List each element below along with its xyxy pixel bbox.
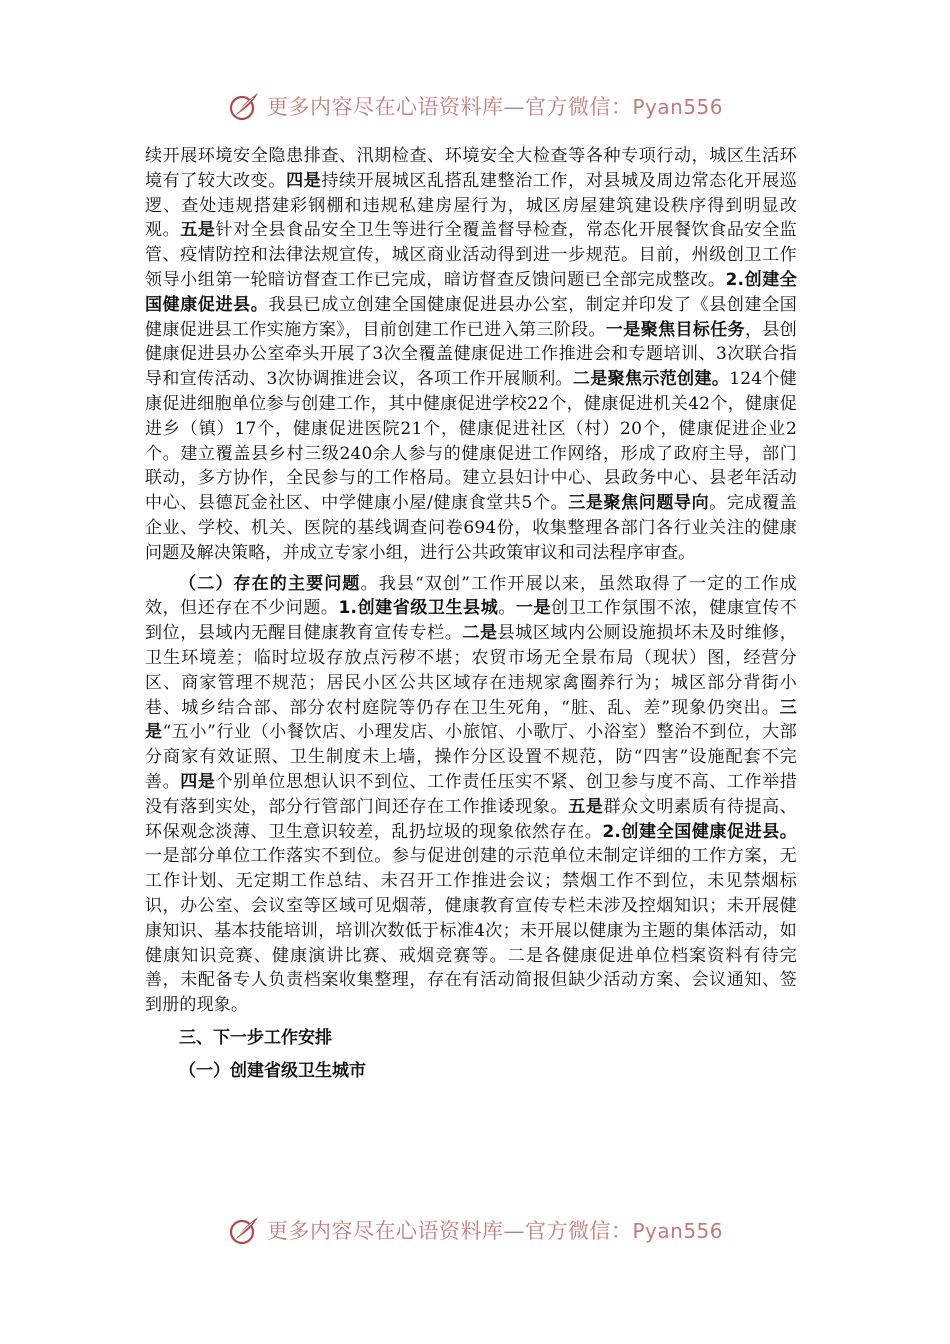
bold-run: 五是 — [180, 220, 216, 241]
bold-run: （二）存在的主要问题 — [179, 573, 361, 594]
text-run: 个别单位思想认识不到位、工作责任压实不紧、创卫参与度不高、工作举措没有落到实处，部分行管部门间还存在工作推诿现象。 — [145, 771, 797, 817]
subsection-heading: （一）创建省级卫生城市 — [179, 1060, 366, 1081]
banner-text: 更多内容尽在心语资料库—官方微信：Pyan556 — [266, 1219, 723, 1243]
text-run: 创卫工作氛围不浓，健康宣传不到位，县域内无醒目健康教育宣传专栏。 — [145, 598, 797, 644]
text-run: 。我县“双创”工作开展以来，虽然取得了一定的工作成效，但还存在不少问题。 — [145, 573, 797, 619]
bold-run: 1.创建省级卫生县城 — [338, 598, 499, 619]
wechat-id: Pyan556 — [632, 1219, 723, 1243]
text-run: 124个健康促进细胞单位参与创建工作，其中健康促进学校22个，健康促进机关42个，健康促进乡（镇）17个，健康促进医院21个，健康促进社区（村）20个，健康促进企业2个。建立覆盖县乡村三级240余人参与的健康促进工作网络，形成了政府主导，部门联动，多方协作，全民参与的工作格局。建立县妇计中心、县政务中心、县老年活动中心、县德瓦金社区、中学健康小屋/健康食堂共5个。 — [145, 369, 797, 514]
bold-run: 三是聚焦问题导向 — [568, 493, 710, 514]
paragraph-problems — [145, 572, 797, 1018]
bold-run: 2.创建全国健康促进县。 — [145, 269, 797, 315]
feather-logo-icon — [227, 89, 261, 123]
banner-text: 更多内容尽在心语资料库—官方微信：Pyan556 — [266, 95, 723, 119]
text-run: 一是部分单位工作落实不到位。参与促进创建的示范单位未制定详细的工作方案，无工作计划、无定期工作总结、未召开工作推进会议；禁烟工作不到位，未见禁烟标识，办公室、会议室等区域可见烟蒂，健康教育宣传专栏未涉及控烟知识；未开展健康知识、基本技能培训，培训次数低于标准4次；未开展以健康为主题的集体活动，如健康知识竞赛、健康演讲比赛、戒烟竞赛等。二是各健康促进单位档案资料有待完善，未配备专人负责档案收集整理，存在有活动简报但缺少活动方案、会议通知、签到册的现象。 — [145, 846, 797, 1016]
document-body — [145, 144, 797, 1083]
text-run: 持续开展城区乱搭乱建整治工作，对县城及周边常态化开展巡逻、查处违规搭建彩钢棚和违规私建房屋行为，城区房屋建筑建设秩序得到明显改观。 — [145, 170, 797, 241]
header-banner — [0, 86, 950, 126]
text-run: 针对全县食品安全卫生等进行全覆盖督导检查，常态化开展餐饮食品安全监管、疫情防控和法律法规宣传，城区商业活动得到进一步规范。目前，州级创卫工作领导小组第一轮暗访督查工作已完成，暗访督查反馈问题已全部完成整改。 — [145, 220, 797, 290]
text-run: 我县已成立创建全国健康促进县办公室，制定并印发了《县创建全国健康促进县工作实施方案》，目前创建工作已进入第三阶段。 — [145, 294, 797, 340]
text-run: 县城区域内公厕设施损坏未及时维修，卫生环境差；临时垃圾存放点污秽不堪；农贸市场无全景布局（现状）图，经营分区、商家管理不规范；居民小区公共区域存在违规家禽圈养行为；城区部分背街小巷、城乡结合部、部分农村庭院等仍存在卫生死角，“脏、乱、差”现象仍突出。 — [145, 623, 797, 718]
bold-run: 四是 — [286, 170, 322, 191]
footer-banner — [0, 1210, 950, 1250]
bold-run: 二是 — [462, 623, 498, 644]
feather-logo-icon — [227, 1213, 261, 1247]
bold-run: 四是 — [180, 771, 216, 792]
bold-run: 一是聚焦目标任务 — [605, 319, 746, 340]
text-run: ，县创健康促进县办公室牵头开展了3次全覆盖健康促进工作推进会和专题培训、3次联合指导和宣传活动、3次协调推进会议，各项工作开展顺利。 — [145, 319, 797, 390]
bold-run: 五是 — [568, 796, 604, 817]
bold-run: 2.创建全国健康促进县。 — [602, 821, 797, 842]
bold-run: 二是聚焦示范创建。 — [572, 369, 730, 390]
text-run: 。完成覆盖企业、学校、机关、医院的基线调查问卷694份，收集整理各部门各行业关注的健康问题及解决策略，并成立专家小组，进行公共政策审议和司法程序审查。 — [145, 493, 797, 563]
paragraph-progress — [145, 144, 797, 566]
text-run: 续开展环境安全隐患排查、汛期检查、环境安全大检查等各种专项行动，城区生活环境有了较大改变。 — [145, 146, 797, 191]
wechat-id: Pyan556 — [632, 95, 723, 119]
text-run: 。 — [498, 598, 516, 619]
section-heading: 三、下一步工作安排 — [179, 1027, 332, 1048]
text-run: 群众文明素质有待提高、环保观念淡薄、卫生意识较差，乱扔垃圾的现象依然存在。 — [145, 796, 797, 842]
bold-run: 一是 — [515, 598, 552, 619]
text-run: “五小”行业（小餐饮店、小理发店、小旅馆、小歌厅、小浴室）整治不到位，大部分商家有效证照、卫生制度未上墙，操作分区设置不规范，防“四害”设施配套不完善。 — [145, 722, 797, 792]
bold-run: 三是 — [145, 697, 797, 743]
